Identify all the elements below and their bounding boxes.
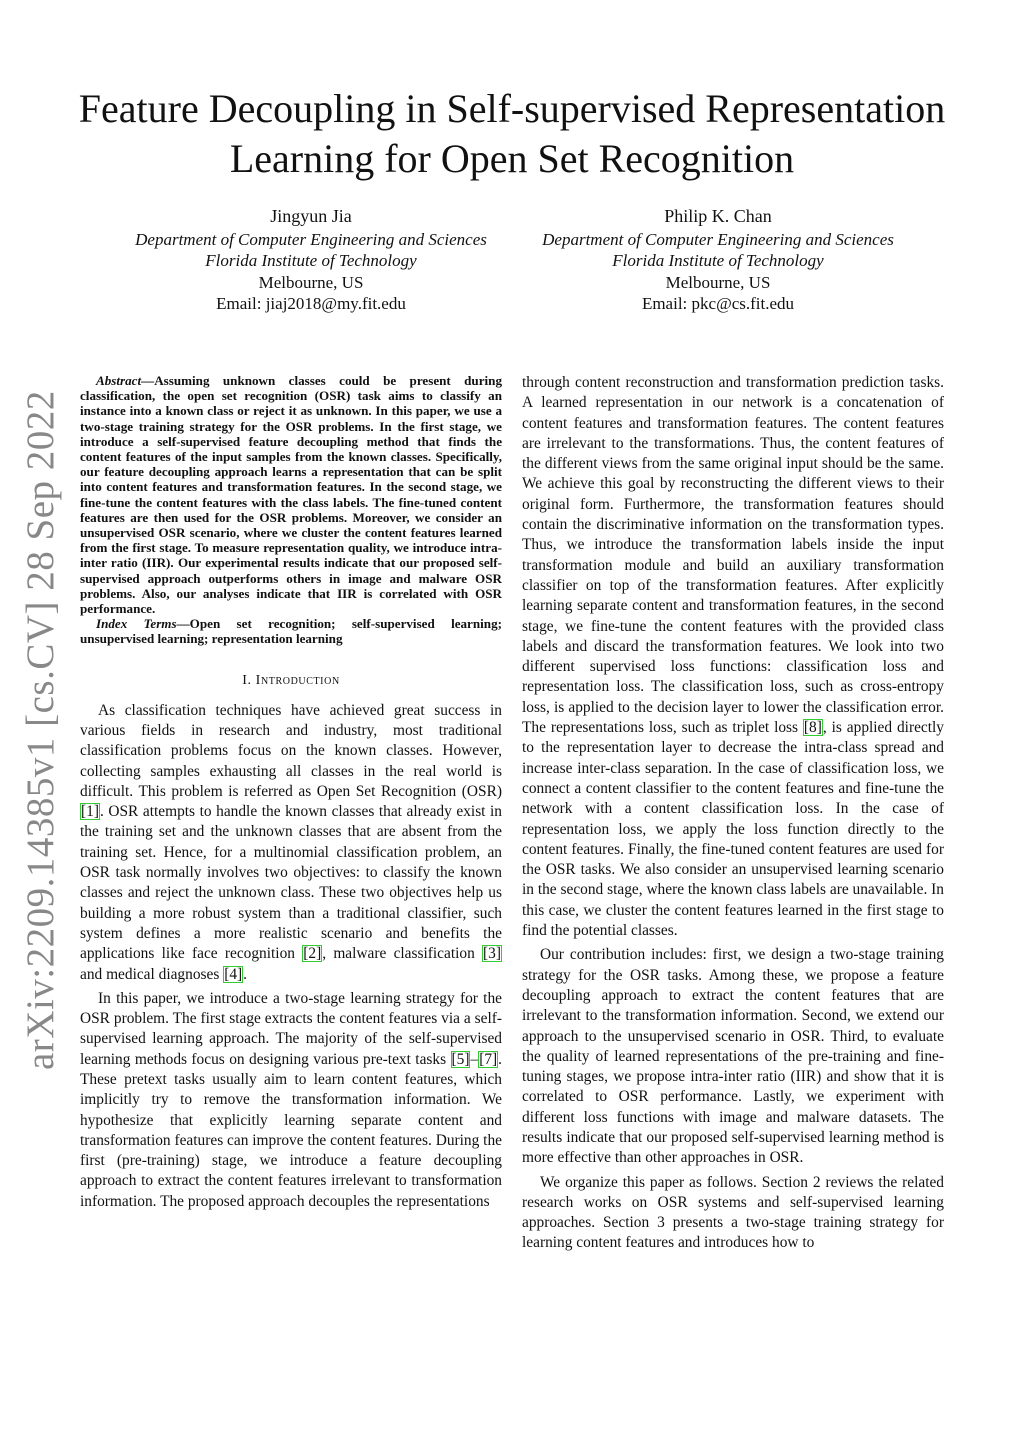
author-email: Email: jiaj2018@my.fit.edu [216, 294, 406, 313]
author-department: Department of Computer Engineering and Sciences [135, 229, 487, 249]
intro-paragraph-1 [80, 701, 502, 985]
intro-paragraph-4: Our contribution includes: first, we design a two-stage training strategy for the OSR tasks. Among these, we propose a feature decoupling approach to extract the content features that are irrelevant to the transformation information. Second, we extend our approach to the unsupervised scenario in OSR. Third, to evaluate the quality of learned representations of the pre-training and fine-tuning stages, we propose intra-inter ratio (IIR) and show that it is correlated to OSR performance. Lastly, we experiment with different loss functions with image and malware datasets. The results indicate that our proposed self-supervised learning method is more effective than other approaches in OSR. [522, 946, 944, 1167]
section-heading: I. Introduction [242, 672, 340, 688]
author-institute: Florida Institute of Technology [612, 251, 824, 270]
author-block-1 [96, 206, 526, 315]
intro-paragraph-2 [80, 989, 502, 1212]
index-terms-text: Open set recognition; self-supervised learning; unsupervised learning; representation learning [80, 616, 502, 647]
intro-paragraph-5: We organize this paper as follows. Section 2 reviews the related research works on OSR systems and self-supervised learning approaches. Section 3 presents a two-stage training strategy for learning content features and introduces how to [522, 1173, 944, 1252]
abstract [80, 373, 502, 616]
citation-link[interactable]: [4] [224, 965, 243, 983]
index-terms-label: Index Terms— [96, 616, 190, 632]
citation-link[interactable]: [2] [303, 945, 322, 963]
index-terms [80, 616, 502, 646]
citation-link[interactable]: [3] [483, 945, 501, 963]
author-name: Philip K. Chan [664, 206, 772, 226]
arxiv-side-stamp: arXiv:2209.14385v1 [cs.CV] 28 Sep 2022 [19, 390, 62, 1070]
author-block-2 [503, 206, 933, 315]
abstract-label: Abstract— [96, 373, 155, 388]
author-name: Jingyun Jia [270, 206, 352, 226]
text-run: . OSR attempts to handle the known classes that already exist in the training set and the unknown classes that are absent from the training set. Hence, for a multinomial classification problem, an OSR task normally involves two objectives: to classify the known classes and reject the unknown class. These two objectives help us building a more robust system than a traditional classifier, such system defines a more realistic scenario and benefits the applications like face recognition [80, 803, 502, 963]
author-email: Email: pkc@cs.fit.edu [641, 294, 795, 313]
citation-link[interactable]: [7] [479, 1050, 498, 1068]
text-run: and medical diagnoses [80, 965, 224, 983]
text-run: . [243, 965, 247, 983]
author-department: Department of Computer Engineering and Sciences [542, 229, 894, 249]
left-column [80, 373, 502, 1216]
text-run: through content reconstruction and transformation prediction tasks. A learned representation in our network is a concatenation of content features and transformation features. The content features are irrelevant to the transformations. Thus, the content features of the different views from the same original input should be the same. We achieve this goal by reconstructing the different views to their original form. Furthermore, the transformation features should contain the discriminative information on the transformation types. Thus, we introduce the transformation labels inside the input transformation module and build an auxiliary transformation classifier on top of the transformation features. After explicitly learning separate content and transformation features, in the second stage, we fine-tune the content features with the provided class labels and discard the transformation features. We look into two different supervised loss functions: classification loss and representation loss. The classification loss, such as cross-entropy loss, is applied to the decision layer to lower the classification error. The representations loss, such as triplet loss [522, 374, 944, 737]
text-run: In this paper, we introduce a two-stage learning strategy for the OSR problem. The first stage extracts the content features via a self-supervised learning approach. The majority of the self-supervised learning methods focus on designing various pre-text tasks [80, 989, 502, 1068]
abstract-text: Assuming unknown classes could be present during classification, the open set recognition (OSR) task aims to classify an instance into a known class or reject it as unknown. In this paper, we use a two-stage training strategy for the OSR problems. In the first stage, we introduce a self-supervised feature decoupling method that finds the content features of the input samples from the known classes. Specifically, our feature decoupling approach learns a representation that can be split into content features and transformation features. In the second stage, we fine-tune the content features with the class labels. The fine-tuned content features are then used for the OSR problems. Moreover, we consider an unsupervised OSR scenario, where we cluster the content features learned from the first stage. To measure representation quality, we introduce intra-inter ratio (IIR). Our experimental results indicate that our proposed self-supervised approach outperforms others in image and malware OSR problems. Also, our analyses indicate that IIR is correlated with OSR performance. [80, 373, 502, 617]
text-run: – [470, 1050, 479, 1068]
intro-paragraph-3 [522, 373, 944, 941]
citation-link[interactable]: [5] [451, 1050, 470, 1068]
text-run: As classification techniques have achieved great success in various fields in research and industry, most traditional classification problems focus on the known classes. However, collecting samples exhausting all classes in the real world is difficult. This problem is referred as Open Set Recognition (OSR) [80, 701, 502, 800]
author-location: Melbourne, US [665, 272, 771, 292]
author-institute: Florida Institute of Technology [205, 251, 417, 270]
citation-link[interactable]: [1] [81, 803, 99, 821]
text-run: . These pretext tasks usually aim to learn content features, which implicitly try to remove the transformation information. We hypothesize that explicitly learning separate content and transformation features can improve the content features. During the first (pre-training) stage, we introduce a feature decoupling approach to extract the content features irrelevant to transformation information. The proposed approach decouples the representations [80, 1050, 502, 1210]
text-run: , is applied directly to the representation layer to decrease the intra-class spread and increase inter-class separation. In the case of classification loss, we connect a content classifier to the content features and fine-tune the network with a content classification loss. In the case of representation loss, we apply the loss function directly to the content features. Finally, the fine-tuned content features are used for the OSR tasks. We also consider an unsupervised learning scenario in the second stage, where the known class labels are unavailable. In this case, we cluster the content features learned in the first stage to find the potential classes. [522, 719, 944, 940]
right-column [522, 373, 944, 1258]
text-run: , malware classification [322, 945, 483, 963]
citation-link[interactable]: [8] [803, 719, 822, 737]
author-location: Melbourne, US [258, 272, 364, 292]
paper-title: Feature Decoupling in Self-supervised Representation Learning for Open Set Recognition [78, 86, 946, 181]
